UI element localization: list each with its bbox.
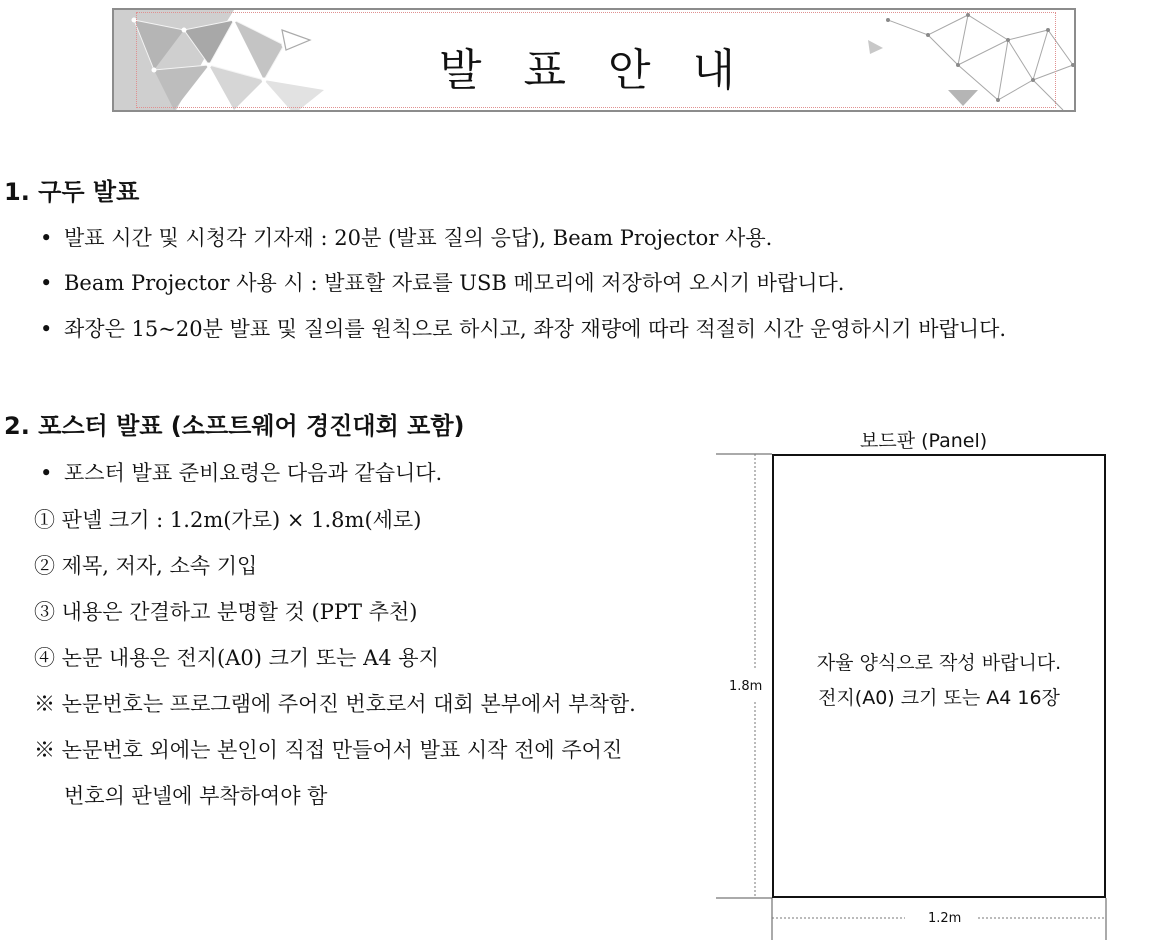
- section2-item-4: ④ 논문 내용은 전지(A0) 크기 또는 A4 용지: [34, 646, 439, 670]
- title-banner: [112, 8, 1076, 112]
- panel-text-line1: 자율 양식으로 작성 바랍니다.: [816, 652, 1062, 674]
- section2-item-1: ① 판넬 크기 : 1.2m(가로) × 1.8m(세로): [34, 508, 422, 532]
- section2-item-2: ② 제목, 저자, 소속 기입: [34, 554, 258, 578]
- bullet-text: 좌장은 15~20분 발표 및 질의를 원칙으로 하시고, 좌장 재량에 따라 적절히 시간 운영하시기 바랍니다.: [64, 317, 1007, 341]
- section2-heading: 2. 포스터 발표 (소프트웨어 경진대회 포함): [4, 412, 465, 440]
- page-title: 발 표 안 내: [439, 45, 749, 96]
- panel-label: 보드판 (Panel): [860, 430, 988, 452]
- panel-text-line2: 전지(A0) 크기 또는 A4 16장: [818, 687, 1060, 709]
- section2-note-1: ※ 논문번호는 프로그램에 주어진 번호로서 대회 본부에서 부착함.: [34, 692, 636, 716]
- panel-height-label: 1.8m: [729, 679, 763, 694]
- section1-heading: 1. 구두 발표: [4, 178, 140, 206]
- section2-note-2: ※ 논문번호 외에는 본인이 직접 만들어서 발표 시작 전에 주어진: [34, 738, 623, 762]
- section1-bullet-3: • 좌장은 15~20분 발표 및 질의를 원칙으로 하시고, 좌장 재량에 따라 적절히 시간 운영하시기 바랍니다.: [40, 317, 1007, 341]
- section1-bullet-2: • Beam Projector 사용 시 : 발표할 자료를 USB 메모리에 저장하여 오시기 바랍니다.: [40, 271, 845, 295]
- bullet-text: 발표 시간 및 시청각 기자재 : 20분 (발표 질의 응답), Beam Projector 사용.: [64, 226, 773, 250]
- bullet-text: Beam Projector 사용 시 : 발표할 자료를 USB 메모리에 저장하여 오시기 바랍니다.: [64, 271, 845, 295]
- panel-board: [772, 454, 1106, 898]
- section2-note-2-cont: 번호의 판넬에 부착하여야 함: [64, 784, 328, 808]
- panel-width-label: 1.2m: [928, 911, 962, 926]
- bullet-text: 포스터 발표 준비요령은 다음과 같습니다.: [64, 461, 443, 485]
- section2-item-3: ③ 내용은 간결하고 분명할 것 (PPT 추천): [34, 600, 418, 624]
- section1-bullet-1: • 발표 시간 및 시청각 기자재 : 20분 (발표 질의 응답), Beam Projector 사용.: [40, 226, 773, 250]
- section2-bullet: • 포스터 발표 준비요령은 다음과 같습니다.: [40, 461, 443, 485]
